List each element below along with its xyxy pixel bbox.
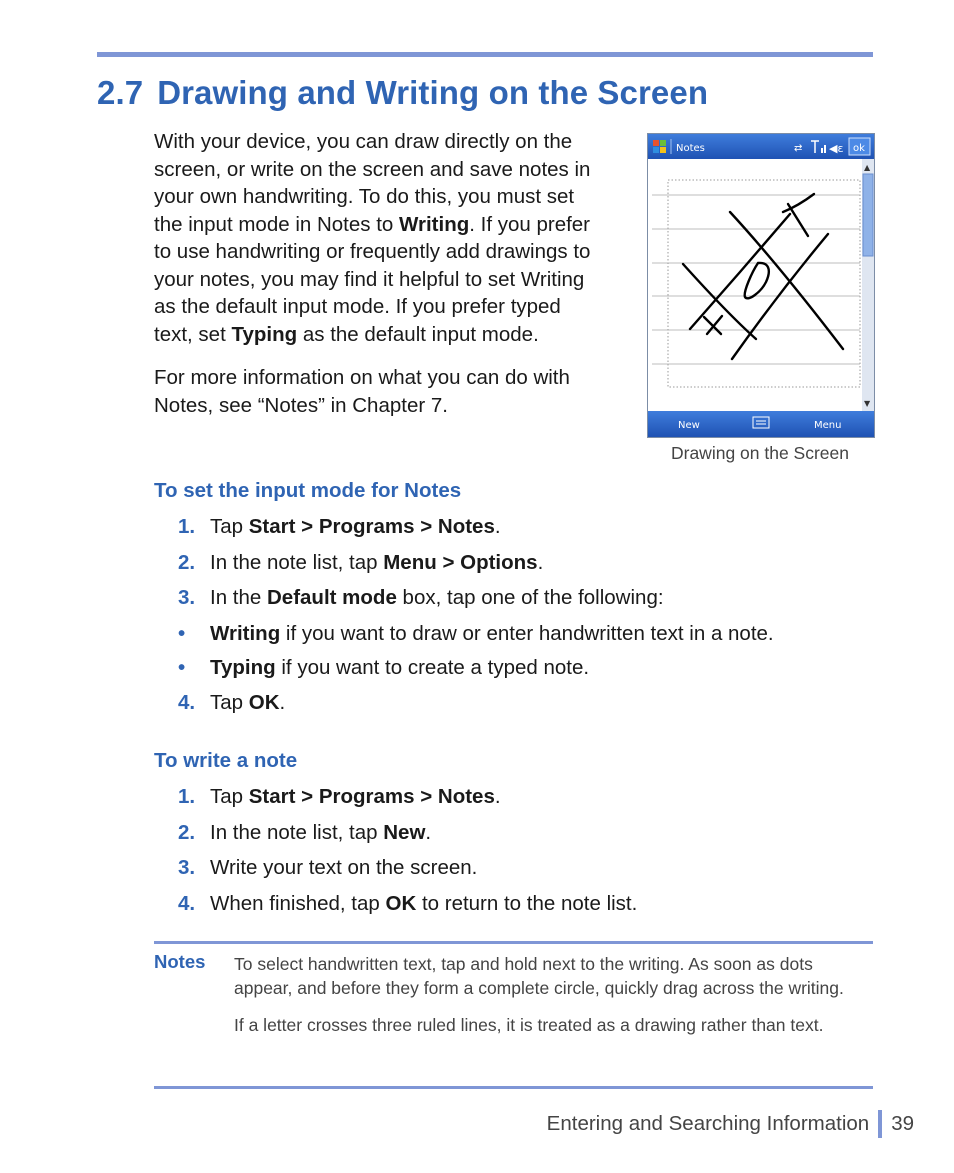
text-run: .: [279, 690, 286, 714]
text-run: Write your text on the screen.: [210, 856, 478, 879]
step-text: [210, 586, 664, 609]
connectivity-icon: ⇄: [794, 143, 803, 154]
step-number: 4.: [178, 891, 196, 915]
text-run: Tap: [210, 515, 249, 538]
bold-term: OK: [385, 891, 417, 915]
text-run: .: [537, 550, 544, 574]
section-title: [97, 74, 708, 112]
text-run: When finished, tap: [210, 891, 386, 915]
step-text: [210, 551, 543, 574]
bullet-text: [210, 656, 589, 679]
scroll-down-icon[interactable]: ▼: [864, 399, 871, 408]
steps-write-note: [178, 783, 637, 925]
step-item: [178, 513, 774, 549]
step-number: 2.: [178, 820, 196, 844]
step-text: [210, 892, 637, 915]
notes-body: [234, 952, 876, 1050]
text-run: . If you prefer to use handwriting or frequently add drawings to your notes, you may find it helpful to set Writing as the default input mode. If you prefer typed text, set: [154, 212, 591, 346]
bold-term: OK: [248, 690, 280, 714]
bullet-text: [210, 622, 774, 645]
bold-term: Start > Programs > Notes: [248, 515, 495, 538]
bullet-icon: •: [178, 621, 186, 645]
bold-term: Typing: [231, 322, 298, 346]
step-text: [210, 785, 501, 808]
step-item: [178, 689, 774, 725]
step-item: [178, 549, 774, 585]
text-run: Tap: [210, 785, 249, 808]
notes-top-rule: [154, 941, 873, 944]
step-number: 3.: [178, 586, 196, 609]
handwriting-ink: [683, 194, 843, 359]
scroll-thumb[interactable]: [863, 174, 873, 256]
bold-term: Default mode: [267, 586, 397, 609]
text-run: as the default input mode.: [297, 322, 539, 346]
screen-title-text: Notes: [676, 143, 705, 154]
text-run: In the: [210, 586, 267, 609]
bullet-list: [178, 620, 774, 689]
bold-term: New: [383, 820, 426, 844]
text-run: box, tap one of the following:: [396, 586, 664, 609]
text-run: to return to the note list.: [416, 891, 638, 915]
step-number: 1.: [178, 785, 196, 808]
text-run: .: [494, 785, 501, 808]
footer-divider: [878, 1110, 882, 1138]
step-number: 4.: [178, 690, 196, 714]
scroll-up-icon[interactable]: ▲: [864, 163, 871, 172]
volume-icon: ◀ε: [829, 142, 844, 155]
bullet-item: [178, 620, 774, 655]
text-run: .: [494, 515, 501, 538]
intro-paragraph-1: [154, 128, 594, 348]
menu-new-button[interactable]: New: [678, 420, 700, 431]
text-run: .: [425, 820, 432, 844]
step-item: [178, 584, 774, 620]
section-number: 2.7: [97, 74, 144, 111]
step-item: [178, 854, 637, 890]
text-run: if you want to create a typed note.: [275, 656, 590, 679]
heading-write-note: To write a note: [154, 749, 298, 772]
intro-text: [154, 128, 594, 435]
figure-caption: Drawing on the Screen: [670, 443, 850, 463]
text-run: In the note list, tap: [210, 550, 384, 574]
heading-set-input-mode: To set the input mode for Notes: [154, 479, 462, 502]
text-run: With your device, you can draw directly on the screen, or write on the screen and save notes in your own handwriting. To do this, you must set the input mode in Notes to: [154, 130, 591, 236]
ok-button-label: ok: [853, 143, 865, 154]
notes-screenshot: [647, 133, 875, 438]
text-run: if you want to draw or enter handwritten text in a note.: [280, 621, 774, 645]
page-footer: [547, 1110, 914, 1138]
step-item: [178, 783, 637, 819]
section-title-text: Drawing and Writing on the Screen: [157, 74, 709, 111]
step-text: [210, 856, 477, 879]
bold-term: Writing: [210, 621, 281, 645]
steps-set-input-mode: [178, 513, 774, 724]
text-run: For more information on what you can do with Notes, see “Notes” in Chapter 7.: [154, 366, 570, 417]
bold-term: Writing: [399, 212, 470, 236]
step-number: 1.: [178, 515, 196, 538]
bold-term: Menu > Options: [383, 550, 538, 574]
bullet-icon: •: [178, 656, 186, 679]
step-item: [178, 819, 637, 855]
step-item: [178, 890, 637, 926]
menu-menu-button[interactable]: Menu: [814, 420, 842, 431]
note-item: If a letter crosses three ruled lines, it is treated as a drawing rather than text.: [234, 1015, 824, 1035]
page-number: 39: [891, 1112, 914, 1135]
step-text: [210, 515, 501, 538]
intro-paragraph-2: [154, 364, 594, 419]
bold-term: Start > Programs > Notes: [248, 785, 495, 808]
step-text: [210, 821, 431, 844]
top-rule: [97, 52, 873, 57]
notes-label: Notes: [154, 951, 206, 972]
notes-screen-graphic: [648, 134, 874, 437]
bullet-wrapper: [178, 620, 774, 689]
step-number: 3.: [178, 856, 196, 879]
note-item: To select handwritten text, tap and hold next to the writing. As soon as dots appear, and before they form a complete circle, quickly drag across the writing.: [234, 954, 844, 998]
text-run: Tap: [210, 690, 249, 714]
bold-term: Typing: [210, 656, 276, 679]
step-text: [210, 691, 285, 714]
step-number: 2.: [178, 550, 196, 574]
notes-bottom-rule: [154, 1086, 873, 1089]
bullet-item: [178, 654, 774, 689]
text-run: In the note list, tap: [210, 820, 384, 844]
footer-chapter: Entering and Searching Information: [546, 1112, 870, 1135]
